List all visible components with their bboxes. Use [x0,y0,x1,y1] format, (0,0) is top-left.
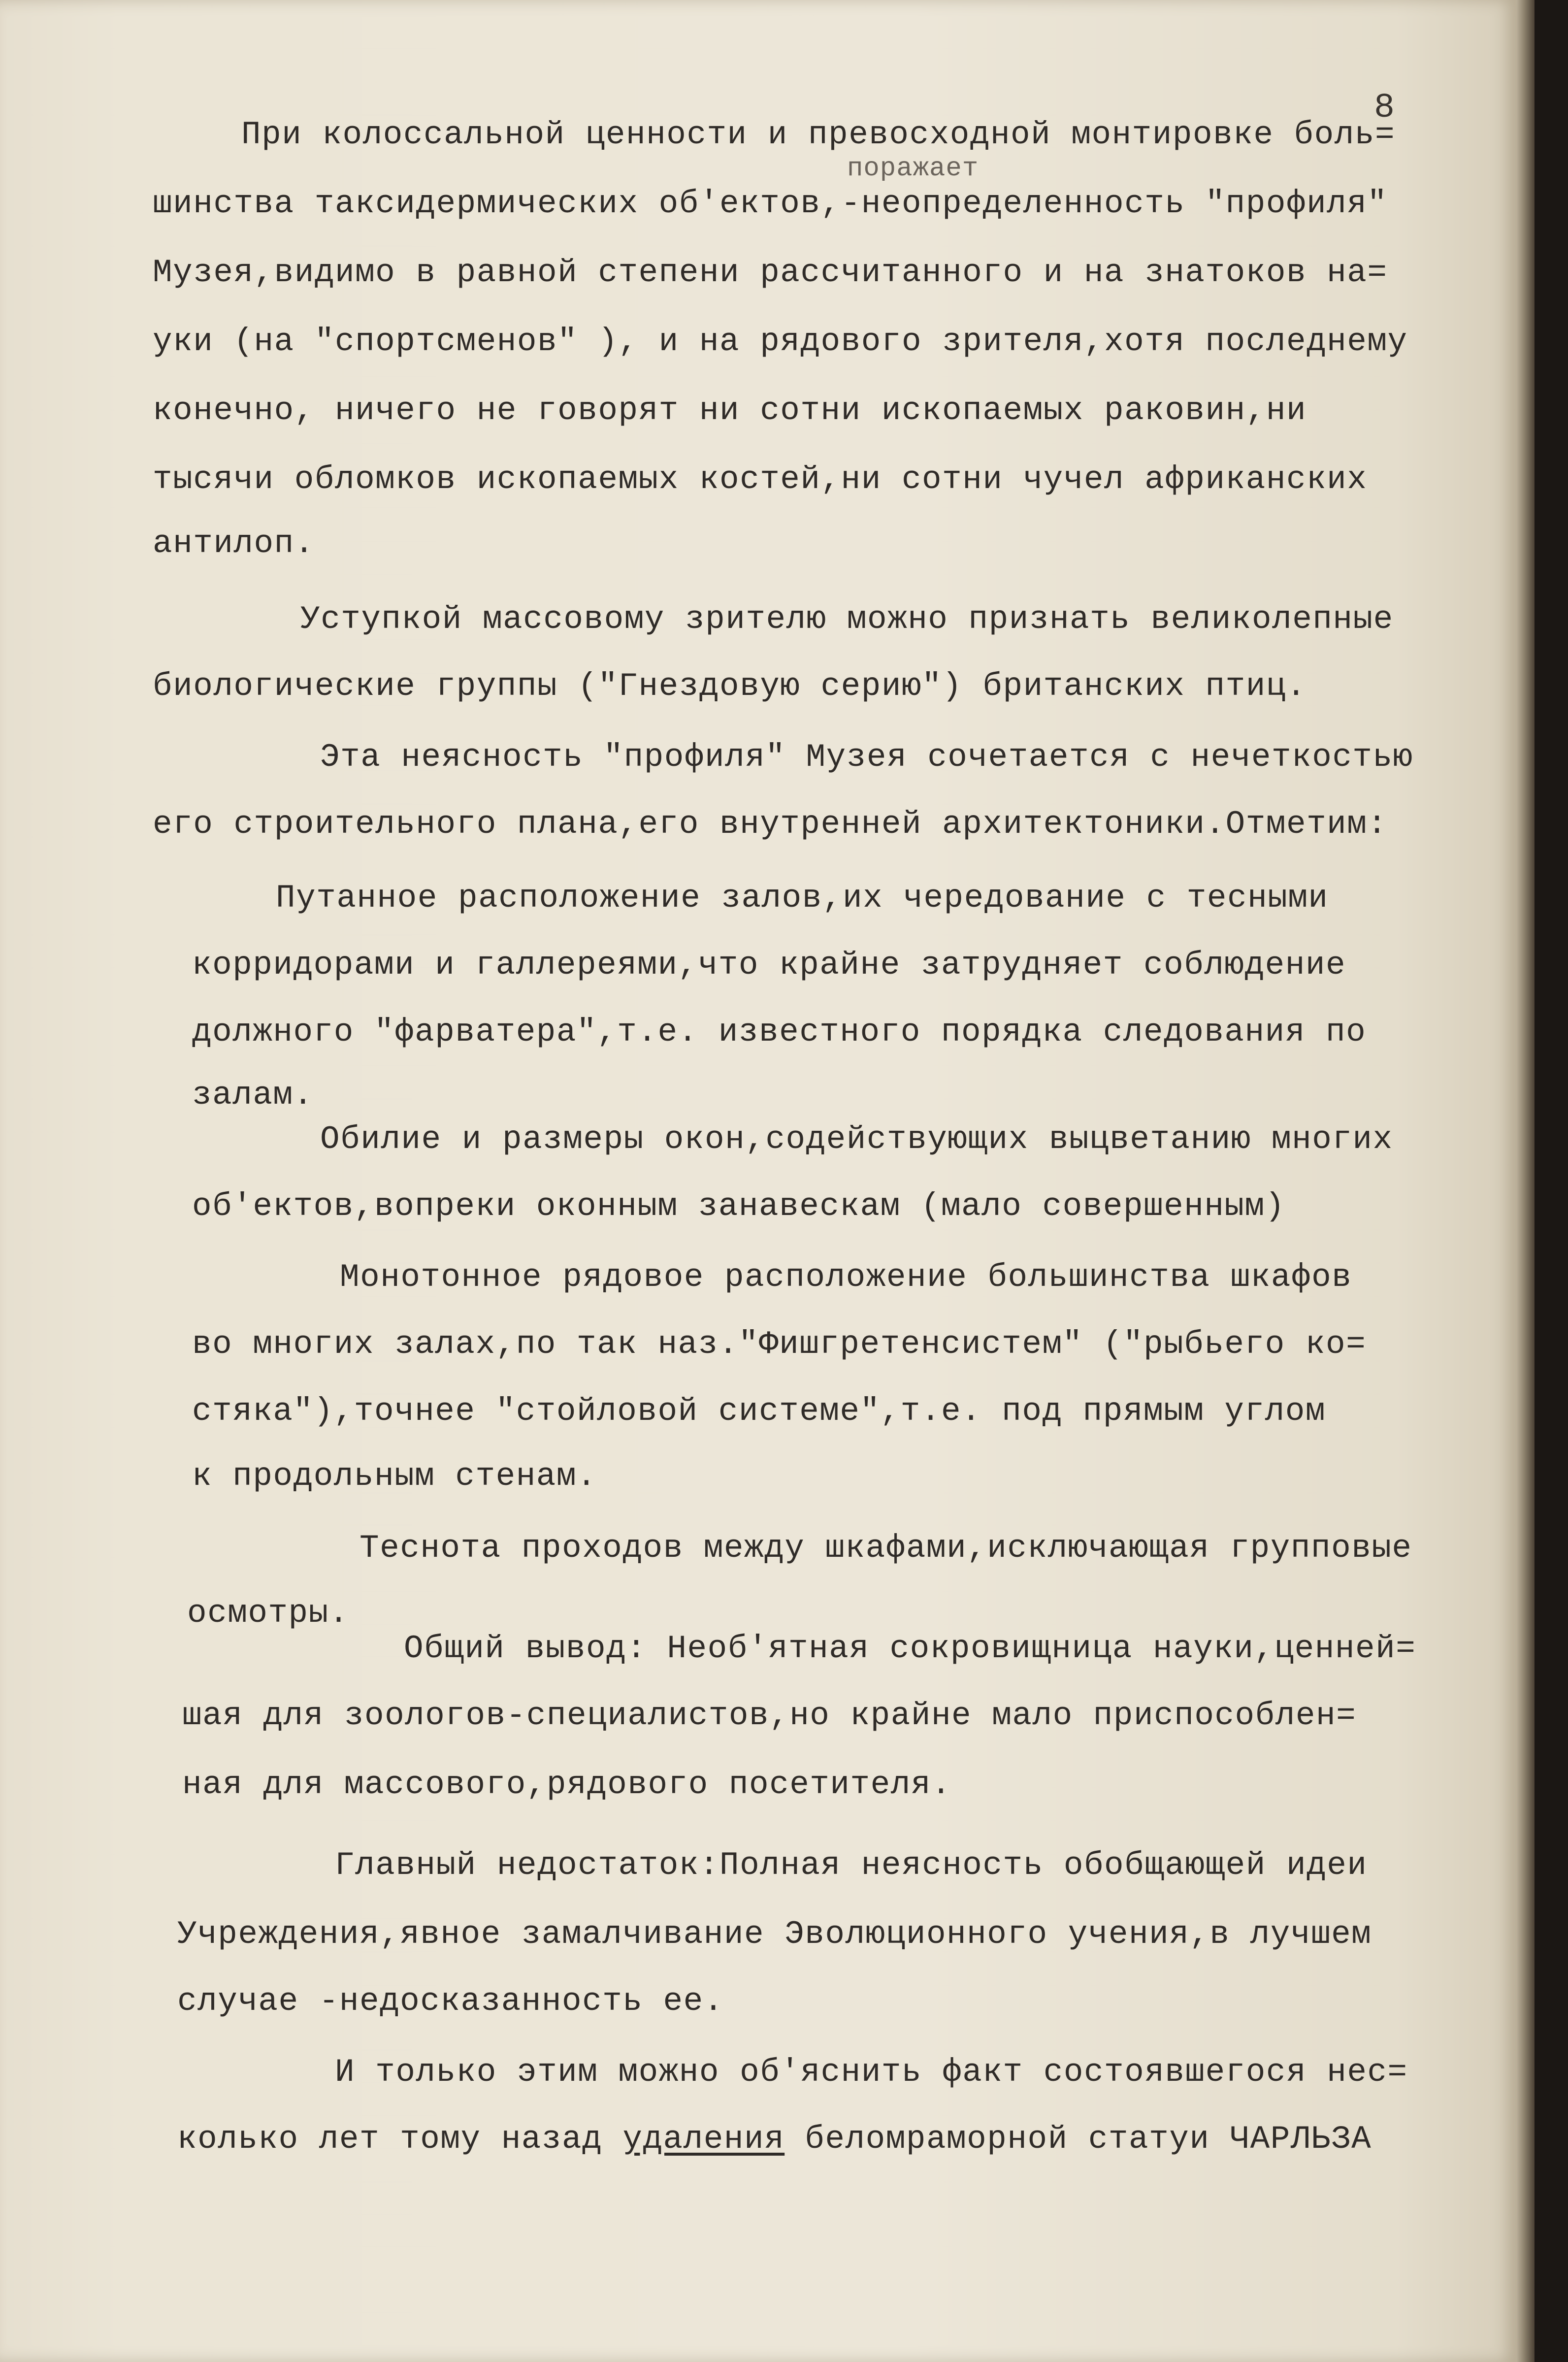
text-line: его строительного плана,его внутренней архитектоники.Отметим: [153,806,1388,843]
text-line: Теснота проходов между шкафами,исключающая групповые [359,1530,1412,1567]
text-line: тысячи обломков ископаемых костей,ни сотни чучел африканских [153,461,1368,498]
text-line: должного "фарватера",т.е. известного порядка следования по [192,1014,1367,1050]
text-line: Эта неясность "профиля" Музея сочетается с нечеткостью [320,739,1413,776]
text-line: биологические группы ("Гнездовую серию") британских птиц. [153,668,1307,705]
text-line: во многих залах,по так наз."Фишгретенсистем" ("рыбьего ко= [192,1326,1367,1363]
background-edge [1535,0,1568,2362]
text-line: осмотры. [187,1595,349,1632]
text-line: ная для массового,рядового посетителя. [182,1766,952,1803]
text-line: При колоссальной ценности и превосходной монтировке боль= [241,116,1396,153]
text-line: Уступкой массовому зрителю можно признать великолепные [300,601,1394,638]
text-line: И только этим можно об'яснить факт состоявшегося нес= [335,2054,1408,2091]
text-line: Учреждения,явное замалчивание Эволюционного учения,в лучшем [177,1916,1372,1953]
underlined-word: удаления [622,2121,785,2158]
text-line: Обилие и размеры окон,содействующих выцветанию многих [320,1121,1393,1158]
text-line-final [177,2121,1372,2158]
text-line: к продольным стенам. [192,1458,597,1495]
text-line: корридорами и галлереями,что крайне затрудняет соблюдение [192,947,1346,984]
page-number: 8 [1374,89,1395,128]
text-line: шая для зоологов-специалистов,но крайне мало приспособлен= [182,1697,1357,1734]
text-line: уки (на "спортсменов" ), и на рядового зрителя,хотя последнему [153,323,1408,360]
text-line: залам. [192,1077,314,1114]
text-line: Главный недостаток:Полная неясность обобщающей идеи [335,1847,1368,1884]
text-line: Путанное расположение залов,их чередование с тесными [276,880,1329,917]
text-line: Общий вывод: Необ'ятная сокровищница науки,ценней= [404,1630,1416,1667]
text-line: шинства таксидермических об'ектов,-неопределенность "профиля" [153,185,1388,222]
text-line: Музея,видимо в равной степени рассчитанного и на знатоков на= [153,254,1388,291]
page-edge [1517,0,1535,2362]
text-line: случае -недосказанность ее. [177,1983,724,2020]
text-line: конечно, ничего не говорят ни сотни ископаемых раковин,ни [153,392,1307,429]
text-line: Монотонное рядовое расположение большинства шкафов [340,1259,1352,1296]
text-segment: беломраморной статуи ЧАРЛЬЗА [784,2121,1372,2158]
handwritten-insertion: поражает [847,154,979,184]
text-segment: колько лет тому назад [177,2121,623,2158]
text-line: стяка"),точнее "стойловой системе",т.е. под прямым углом [192,1393,1326,1430]
text-line: об'ектов,вопреки оконным занавескам (мало совершенным) [192,1188,1285,1225]
text-line: антилоп. [153,525,315,562]
